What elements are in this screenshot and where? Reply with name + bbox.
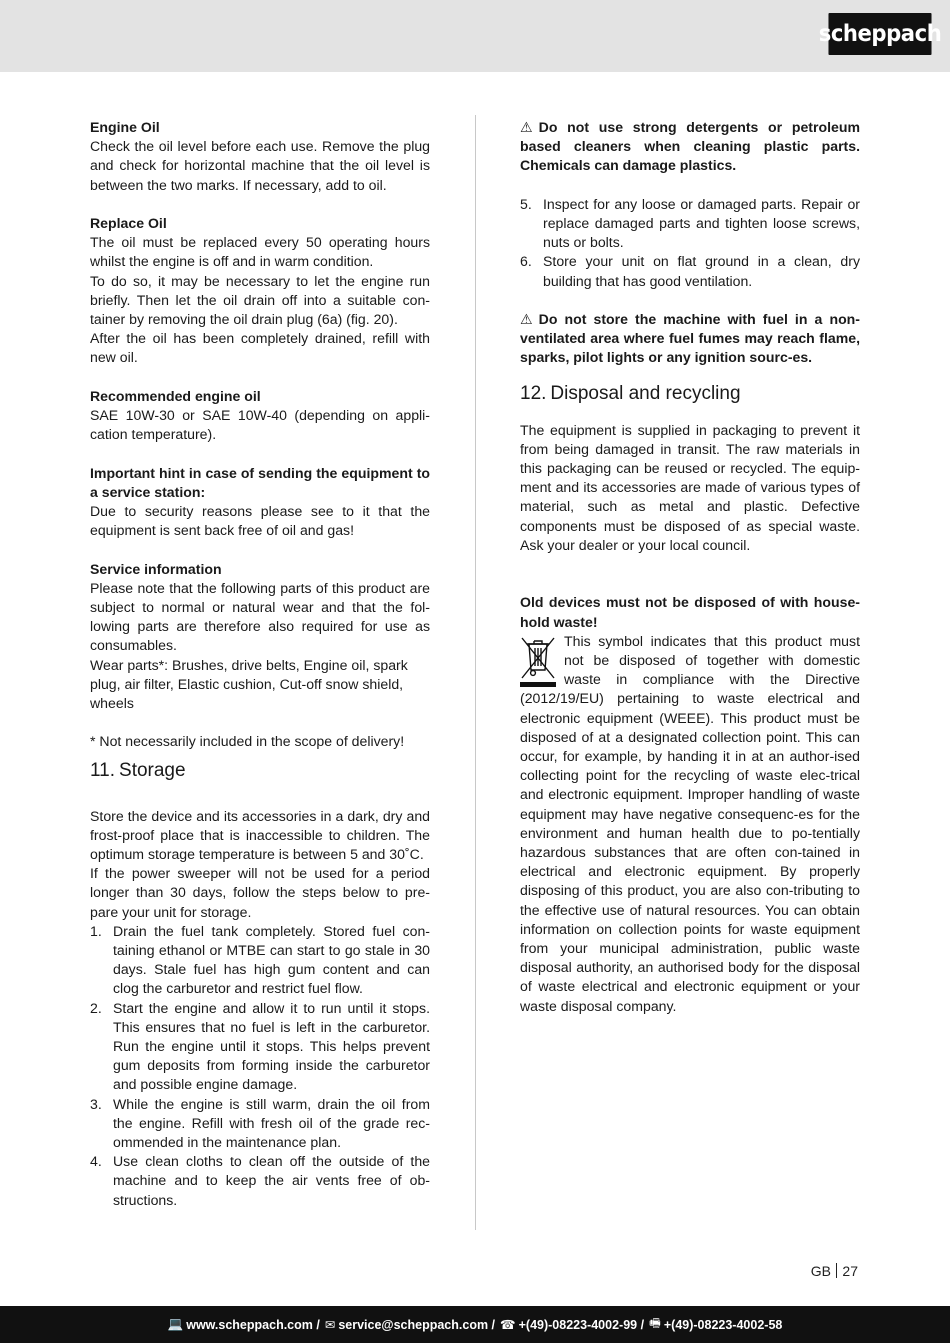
storage-title: Storage xyxy=(119,759,186,781)
list-item: 1. Drain the fuel tank completely. Stored fuel con-taining ethanol or MTBE can start to go stale in 30 days. Stale fuel has high gum content and can clog the carburetor and restrict fuel flow. xyxy=(90,922,430,997)
replace-oil-text-1: The oil must be replaced every 50 operating hours whilst the engine is off and in warm condition. xyxy=(90,234,430,270)
footer-phone: +(49)-08223-4002-99 / xyxy=(518,1317,645,1332)
wear-parts-text: Wear parts*: Brushes, drive belts, Engine oil, spark plug, air filter, Elastic cushion, Cut-off snow shield, wheels xyxy=(90,656,408,712)
disposal-number: 12. xyxy=(520,382,547,404)
crossed-out-wheelie-bin-icon xyxy=(520,634,556,686)
mail-icon: ✉ xyxy=(324,1318,336,1332)
service-hint-text: Due to security reasons please see to it that the equipment is sent back free of oil and gas! xyxy=(90,503,430,539)
storage-text-1: Store the device and its accessories in a dark, dry and frost-proof place that is inaccessible to children. The optimum storage temperature is between 5 and 30˚C. xyxy=(90,807,430,863)
list-item: 3. While the engine is still warm, drain the oil from the engine. Refill with fresh oil of the grade rec-ommended in the maintenance plan. xyxy=(90,1095,430,1151)
footer-email[interactable]: service@scheppach.com / xyxy=(338,1317,496,1332)
storage-steps xyxy=(90,922,430,1210)
list-item: 5. Inspect for any loose or damaged parts. Repair or replace damaged parts and tighten loose screws, nuts or bolts. xyxy=(520,195,860,251)
phone-icon: ☎ xyxy=(500,1318,516,1332)
warning-detergents: ⚠ Do not use strong detergents or petroleum based cleaners when cleaning plastic parts. Chemicals can damage plastics. xyxy=(520,119,860,174)
right-column xyxy=(520,118,860,1016)
storage-number: 11. xyxy=(90,759,116,781)
service-info-text-1: Please note that the following parts of this product are subject to normal or natural wear and that the fol-lowing parts are therefore also required for use as consumables. xyxy=(90,579,430,654)
footnote: * Not necessarily included in the scope of delivery! xyxy=(90,733,405,750)
old-devices-heading: Old devices must not be disposed of with house-hold waste! xyxy=(520,594,860,630)
fax-icon: 🖷 xyxy=(649,1316,661,1330)
recommended-oil-text: SAE 10W-30 or SAE 10W-40 (depending on appli-cation temperature). xyxy=(90,407,430,443)
weee-notice xyxy=(520,632,860,1016)
footer-fax: +(49)-08223-4002-58 xyxy=(663,1317,783,1332)
column-divider xyxy=(475,115,476,1230)
service-info-heading: Service information xyxy=(90,560,222,577)
scheppach-logo: scheppach xyxy=(828,13,931,55)
maintenance-steps xyxy=(520,195,860,291)
disposal-text: The equipment is supplied in packaging to prevent it from being damaged in transit. The raw materials in this packaging can be reused or recycled. The equip-ment and its accessories are made of various types of material, such as metal and plastic. Defective components must be disposed of as special waste. Ask your dealer or your local council. xyxy=(520,421,860,553)
footer-website[interactable]: www.scheppach.com / xyxy=(186,1317,320,1332)
list-item: 4. Use clean cloths to clean off the outside of the machine and to keep the air vents free of ob-structions. xyxy=(90,1153,430,1208)
service-hint-heading: Important hint in case of sending the equipment to a service station: xyxy=(90,464,430,500)
warning-fuel-storage: ⚠ Do not store the machine with fuel in a non-ventilated area where fuel fumes may reach flame, sparks, pilot lights or any ignition sourc-es. xyxy=(520,311,860,366)
storage-heading xyxy=(90,758,430,784)
left-column xyxy=(90,118,430,1210)
warning-icon: ⚠ xyxy=(520,311,533,327)
engine-oil-heading: Engine Oil xyxy=(90,119,160,135)
disposal-title: Disposal and recycling xyxy=(550,382,741,404)
list-item: 2. Start the engine and allow it to run until it stops. This ensures that no fuel is left in the carburetor. Run the engine until it stops. This helps prevent gum deposits from forming inside the carburetor and possible engine damage. xyxy=(90,999,430,1093)
replace-oil-heading: Replace Oil xyxy=(90,215,167,231)
header-bar xyxy=(0,0,950,72)
weee-text: This symbol indicates that this product must not be disposed of together with domestic waste in compliance with the Directive (2012/19/EU) pertaining to waste electrical and electronic equipment (WEEE). This product must be disposed of at a designated collection point. This can occur, for example, by handing it in at an author-ised collecting point for the recycling of waste elec-trical and electronic equipment. Improper handling of waste equipment may have negative consequenc-es for the environment and human health due to po-tentially hazardous substances that are often con-tained in electrical and electronic equipment. By properly disposing of this product, you are also con-tributing to the effective use of natural resources. You can obtain information on collection points for waste equipment from your municipal administration, public waste disposal authority, an authorised body for the disposal of waste electrical and electronic equipment or your waste disposal company. xyxy=(520,632,860,1014)
disposal-heading xyxy=(520,381,860,407)
list-item: 6. Store your unit on flat ground in a clean, dry building that has good ventilation. xyxy=(520,253,860,289)
computer-icon: 💻 xyxy=(167,1317,184,1331)
recommended-oil-heading: Recommended engine oil xyxy=(90,387,261,404)
storage-text-2: If the power sweeper will not be used for a period longer than 30 days, follow the steps below to pre-pare your unit for storage. xyxy=(90,865,430,920)
replace-oil-text-3: After the oil has been completely drained, refill with new oil. xyxy=(90,330,430,366)
footer-bar xyxy=(0,1306,950,1343)
engine-oil-text: Check the oil level before each use. Remove the plug and check for horizontal machine that the oil level is between the two marks. If necessary, add to oil. xyxy=(90,138,430,193)
warning-icon: ⚠ xyxy=(520,119,533,135)
replace-oil-text-2: To do so, it may be necessary to let the engine run briefly. Then let the oil drain off into a suitable con-tainer by removing the oil drain plug (6a) (fig. 20). xyxy=(90,272,430,328)
page-number: GB 27 xyxy=(810,1263,858,1279)
